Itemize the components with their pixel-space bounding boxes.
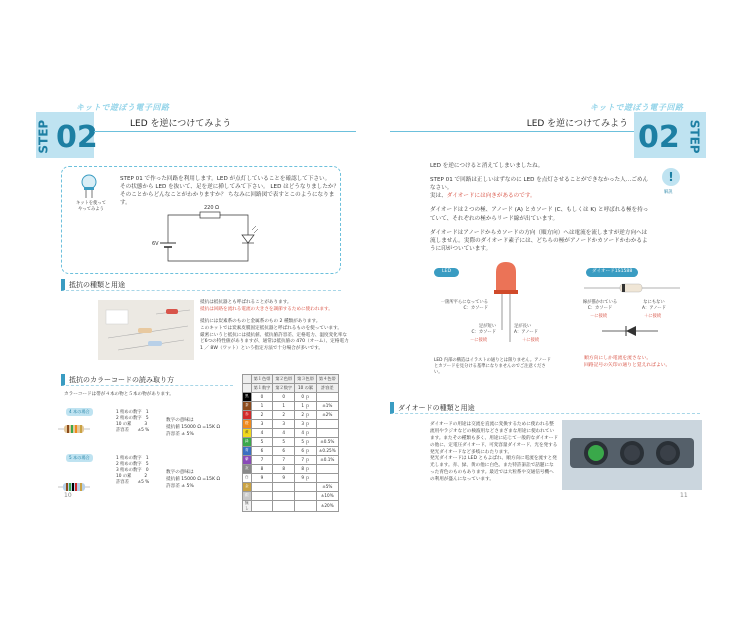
- table-cell: 4 ｐ: [295, 429, 317, 438]
- band4-result: [166, 418, 220, 439]
- diode-badge: ダイオード1S1588: [586, 268, 638, 277]
- band4-result-line: 抵抗値 15000 Ω =15K Ω: [166, 424, 220, 430]
- band4-line: 1 桁めの数字 1: [116, 410, 149, 415]
- band5-line: 3 桁めの数字 0: [116, 468, 149, 473]
- resistor-4-band-icon: [58, 424, 90, 434]
- intro-text: STEP 01 で作った回路を利用します。LED が点灯していることを確認して下さい。 その状態から LED を抜いて、足を逆に挿してみて下さい。 LED はどうなりましたか？ そのことからどんなことがわかりますか？ ちなみに回路図で表すとこのようになります。: [120, 176, 340, 207]
- table-cell: 5 ｐ: [295, 438, 317, 447]
- band4-line: 2 桁めの数字 5: [116, 416, 149, 421]
- band5-result-line: 抵抗値 15000 Ω =15K Ω: [166, 476, 220, 482]
- table-row: [243, 429, 339, 438]
- color-swatch: 金: [243, 483, 252, 492]
- table-cell: 3 ｐ: [295, 420, 317, 429]
- table-header-cell: 第１色帯: [251, 375, 273, 384]
- table-cell: [295, 483, 317, 492]
- table-cell: [316, 465, 338, 474]
- table-cell: ±0.1%: [316, 456, 338, 465]
- band5-result: [166, 470, 220, 491]
- diode-none-sign: ＋に接続: [644, 314, 662, 319]
- left-step-word: STEP: [36, 119, 51, 154]
- left-step-box: [36, 112, 98, 158]
- traffic-light-photo: [562, 420, 702, 490]
- band5-result-line: 許容差 ± 5%: [166, 483, 194, 489]
- color-swatch: 青: [243, 447, 252, 456]
- diode-note: 順方向にしか電流を流さない。 回路記号の矢印の通りと覚えればよい。: [584, 356, 671, 368]
- table-row: [243, 420, 339, 429]
- led-kit-icon: [80, 173, 98, 199]
- table-cell: 8 ｐ: [295, 465, 317, 474]
- table-header-cell: 第３色帯: [295, 375, 317, 384]
- band5-line: 2 桁めの数字 5: [116, 462, 149, 467]
- color-swatch: 橙: [243, 420, 252, 429]
- badge-5-band: 5 本の場合: [66, 454, 93, 462]
- color-code-table: [242, 374, 339, 512]
- band4-result-line: 数字の意味は: [166, 418, 194, 423]
- color-swatch: 黄: [243, 429, 252, 438]
- led-flat-label: 一箇所平らになっている C：カソード: [440, 300, 488, 312]
- table-cell: [251, 483, 273, 492]
- color-swatch: 灰: [243, 465, 252, 474]
- table-row: [243, 456, 339, 465]
- right-page: [390, 84, 710, 504]
- table-cell: 6 ｐ: [295, 447, 317, 456]
- left-step-number: 02: [56, 120, 98, 155]
- table-header-cell: 許容差: [316, 384, 338, 393]
- section1-line1: 抵抗は抵抗器とも呼ばれることがあります。: [200, 300, 292, 305]
- circuit-diagram: [148, 203, 260, 269]
- color-table-body: [243, 393, 339, 512]
- band4-result-line: 許容差 ± 5%: [166, 431, 194, 437]
- right-page-number: 11: [680, 492, 688, 499]
- left-page-title: LED を逆につけてみよう: [130, 119, 232, 129]
- section-resistor-types: 抵抗の種類と用途: [61, 279, 341, 291]
- right-page-title: LED を逆につけてみよう: [526, 119, 628, 129]
- band4-line: 10 の累 3: [116, 422, 148, 427]
- table-cell: [316, 429, 338, 438]
- right-p3: ダイオードは２つの極、アノード (A) とカソード (C、もしくは K) と呼ばれる極を持っていて、それぞれの極からリード線が出ています。: [430, 207, 649, 222]
- right-step-box: [634, 112, 706, 158]
- right-step-number: 02: [638, 120, 680, 155]
- table-cell: [273, 492, 295, 501]
- band5-line: 1 桁めの数字 1: [116, 456, 149, 461]
- color-swatch: 緑: [243, 438, 252, 447]
- band5-line: 10 の累 2: [116, 474, 148, 479]
- band4-line: 許容差 ±5 %: [116, 428, 150, 433]
- section1-line2: 抵抗には炭素系のものと金属系のもの 2 種類があります。 このキットでは炭素皮膜固定抵抗器と呼ばれるものを使っています。 厳密にいうと抵抗には抵抗値、抵抗値許容差、定格電力、温度変化率など6つの特性値がありますが、通常は抵抗値の 470（オーム）、定格電力 1 ／ 8W（ワット）という指定方法で十分場合が多いです。: [200, 318, 349, 352]
- diode-symbol-icon: [602, 324, 658, 338]
- table-header-cell: [243, 384, 252, 393]
- right-title-bar: [390, 116, 634, 132]
- color-swatch: 紫: [243, 456, 252, 465]
- table-cell: 9: [251, 474, 273, 483]
- table-cell: 3: [273, 420, 295, 429]
- intro-box: [61, 166, 341, 274]
- right-step-word: STEP: [687, 119, 702, 154]
- table-cell: 9 ｐ: [295, 474, 317, 483]
- band5-line: 許容差 ±5 %: [116, 480, 150, 485]
- section-color-code: 抵抗のカラーコードの読み取り方: [61, 374, 233, 386]
- table-cell: [316, 474, 338, 483]
- table-cell: 3: [251, 420, 273, 429]
- led-short-sign: －に接続: [470, 338, 488, 343]
- table-cell: 8: [273, 465, 295, 474]
- right-p4: ダイオードはアノードからカソードの方向（順方向）へは電流を流しますが逆方向へは流しません。実際のダイオード素子には、どちらの極がアノードかカソードかわかるように印がついています。: [430, 229, 648, 252]
- table-cell: 5: [273, 438, 295, 447]
- color-swatch: 無し: [243, 501, 252, 512]
- resistor-image: [98, 300, 194, 360]
- table-row: [243, 411, 339, 420]
- table-cell: [295, 492, 317, 501]
- table-cell: [251, 501, 273, 512]
- led-short-label: 足が短い C：カソード: [471, 324, 496, 336]
- table-cell: [273, 501, 295, 512]
- table-cell: 2: [251, 411, 273, 420]
- table-cell: [273, 483, 295, 492]
- diode-section-text: ダイオードの用途は交流を直流に変換するために使われる整流用やラジオなどの検波用などさまざまな用途に使われています。またその種類も多く、用途に応じて一般的なダイオードの他に、定電圧ダイオード、可変容量ダイオード、光を発する発光ダイオードなど多岐にわたります。 発光ダイオードは LED ともよばれ、順方向に電流を流すと発光します。赤、緑、黄の他に白色、また特許訴訟で話題になった青色のものもあります。最近では大粒系や交通信号機への利用が盛んになっています。: [430, 422, 558, 483]
- resistor-photo: [98, 300, 194, 360]
- table-cell: [295, 501, 317, 512]
- table-cell: 8: [251, 465, 273, 474]
- table-cell: ±10%: [316, 492, 338, 501]
- section-diode-types: ダイオードの種類と用途: [390, 402, 700, 414]
- section1-red-line: 抵抗は回路を流れる電流の大きさを調節するために使われます。: [200, 306, 333, 312]
- table-cell: 7: [273, 456, 295, 465]
- hint-label: 解説: [664, 190, 673, 195]
- table-cell: 1: [251, 402, 273, 411]
- color-swatch: 白: [243, 474, 252, 483]
- color-swatch: 銀: [243, 492, 252, 501]
- table-row: [243, 483, 339, 492]
- right-tagline: キットで遊ぼう電子回路: [590, 103, 684, 112]
- led-long-label: 足が長い A：アノード: [514, 324, 538, 336]
- table-cell: 4: [273, 429, 295, 438]
- table-header-cell: 10 の累: [295, 384, 317, 393]
- right-p1: LED を逆につけると消えてしまいましたね。: [430, 163, 544, 169]
- table-cell: 0 ｐ: [295, 393, 317, 402]
- led-badge: LED: [434, 268, 459, 277]
- color-code-lead: カラーコードは帯が４本の物と５本の物があります。: [64, 392, 174, 397]
- table-row: [243, 465, 339, 474]
- resistor-5-band-icon: [58, 482, 90, 492]
- circuit-resistor-label: 220 Ω: [204, 205, 219, 211]
- led-note: LED 内部の構造はイラストの通りとは限りません。アノードとカソードを見分ける基準になりませんのでご注意ください。: [434, 358, 551, 376]
- led-long-sign: ＋に接続: [522, 338, 540, 343]
- table-row: [243, 501, 339, 512]
- color-swatch: 茶: [243, 402, 252, 411]
- table-header-cell: 第２数字: [273, 384, 295, 393]
- table-cell: 6: [251, 447, 273, 456]
- table-cell: 9: [273, 474, 295, 483]
- table-cell: ±20%: [316, 501, 338, 512]
- table-cell: 1: [273, 402, 295, 411]
- table-cell: 0: [251, 393, 273, 402]
- exclamation-icon: !: [662, 168, 680, 186]
- left-page: [36, 84, 356, 511]
- table-row: [243, 447, 339, 456]
- table-row: [243, 474, 339, 483]
- diode-band-label: 線が描かれている C：カソード: [582, 300, 618, 312]
- table-cell: 7 ｐ: [295, 456, 317, 465]
- right-p2: [430, 192, 650, 200]
- intro-icon-caption: キットを使って やってみよう: [76, 201, 106, 213]
- table-cell: ±0.25%: [316, 447, 338, 456]
- table-cell: 2 ｐ: [295, 411, 317, 420]
- table-cell: 2: [273, 411, 295, 420]
- table-header-cell: 第４色帯: [316, 375, 338, 384]
- diode-band-sign: －に接続: [590, 314, 608, 319]
- left-tagline: キットで遊ぼう電子回路: [76, 103, 170, 112]
- right-p2-red: ダイオードには向きがあるのです。: [446, 193, 536, 200]
- band4-lines: [116, 410, 149, 434]
- table-header-cell: [243, 375, 252, 384]
- table-cell: [316, 393, 338, 402]
- table-row: [243, 402, 339, 411]
- table-cell: [251, 492, 273, 501]
- table-cell: 5: [251, 438, 273, 447]
- table-cell: ±1%: [316, 402, 338, 411]
- band5-result-line: 数字の意味は: [166, 470, 194, 475]
- table-row: [243, 438, 339, 447]
- table-header-row: [243, 375, 339, 384]
- badge-4-band: 4 本の場合: [66, 408, 93, 416]
- diode-none-label: なにもない A：アノード: [642, 300, 666, 312]
- table-cell: 4: [251, 429, 273, 438]
- circuit-battery-label: 6V: [152, 241, 159, 247]
- table-cell: ±2%: [316, 411, 338, 420]
- color-swatch: 赤: [243, 411, 252, 420]
- color-swatch: 黒: [243, 393, 252, 402]
- right-p2b: 実は、: [430, 193, 447, 200]
- table-cell: 1 ｐ: [295, 402, 317, 411]
- band5-lines: [116, 456, 149, 486]
- table-header-cell: 第１数字: [251, 384, 273, 393]
- table-row: [243, 393, 339, 402]
- table-cell: ±0.5%: [316, 438, 338, 447]
- left-title-bar: [94, 116, 356, 132]
- table-cell: [316, 420, 338, 429]
- table-header-cell: 第２色帯: [273, 375, 295, 384]
- table-row: [243, 492, 339, 501]
- left-page-number: 10: [64, 492, 72, 499]
- table-subheader-row: [243, 384, 339, 393]
- table-cell: 0: [273, 393, 295, 402]
- traffic-light-image: [562, 420, 702, 490]
- table-cell: 7: [251, 456, 273, 465]
- section1-body: [200, 300, 350, 353]
- table-cell: 6: [273, 447, 295, 456]
- right-body-text: [430, 162, 650, 253]
- right-p2a: STEP 01 で回路は正しいはずなのに LED を点灯させることができなかった人…ごめんなさい。: [430, 177, 649, 192]
- table-cell: ±5%: [316, 483, 338, 492]
- diode-illustration: [584, 280, 680, 296]
